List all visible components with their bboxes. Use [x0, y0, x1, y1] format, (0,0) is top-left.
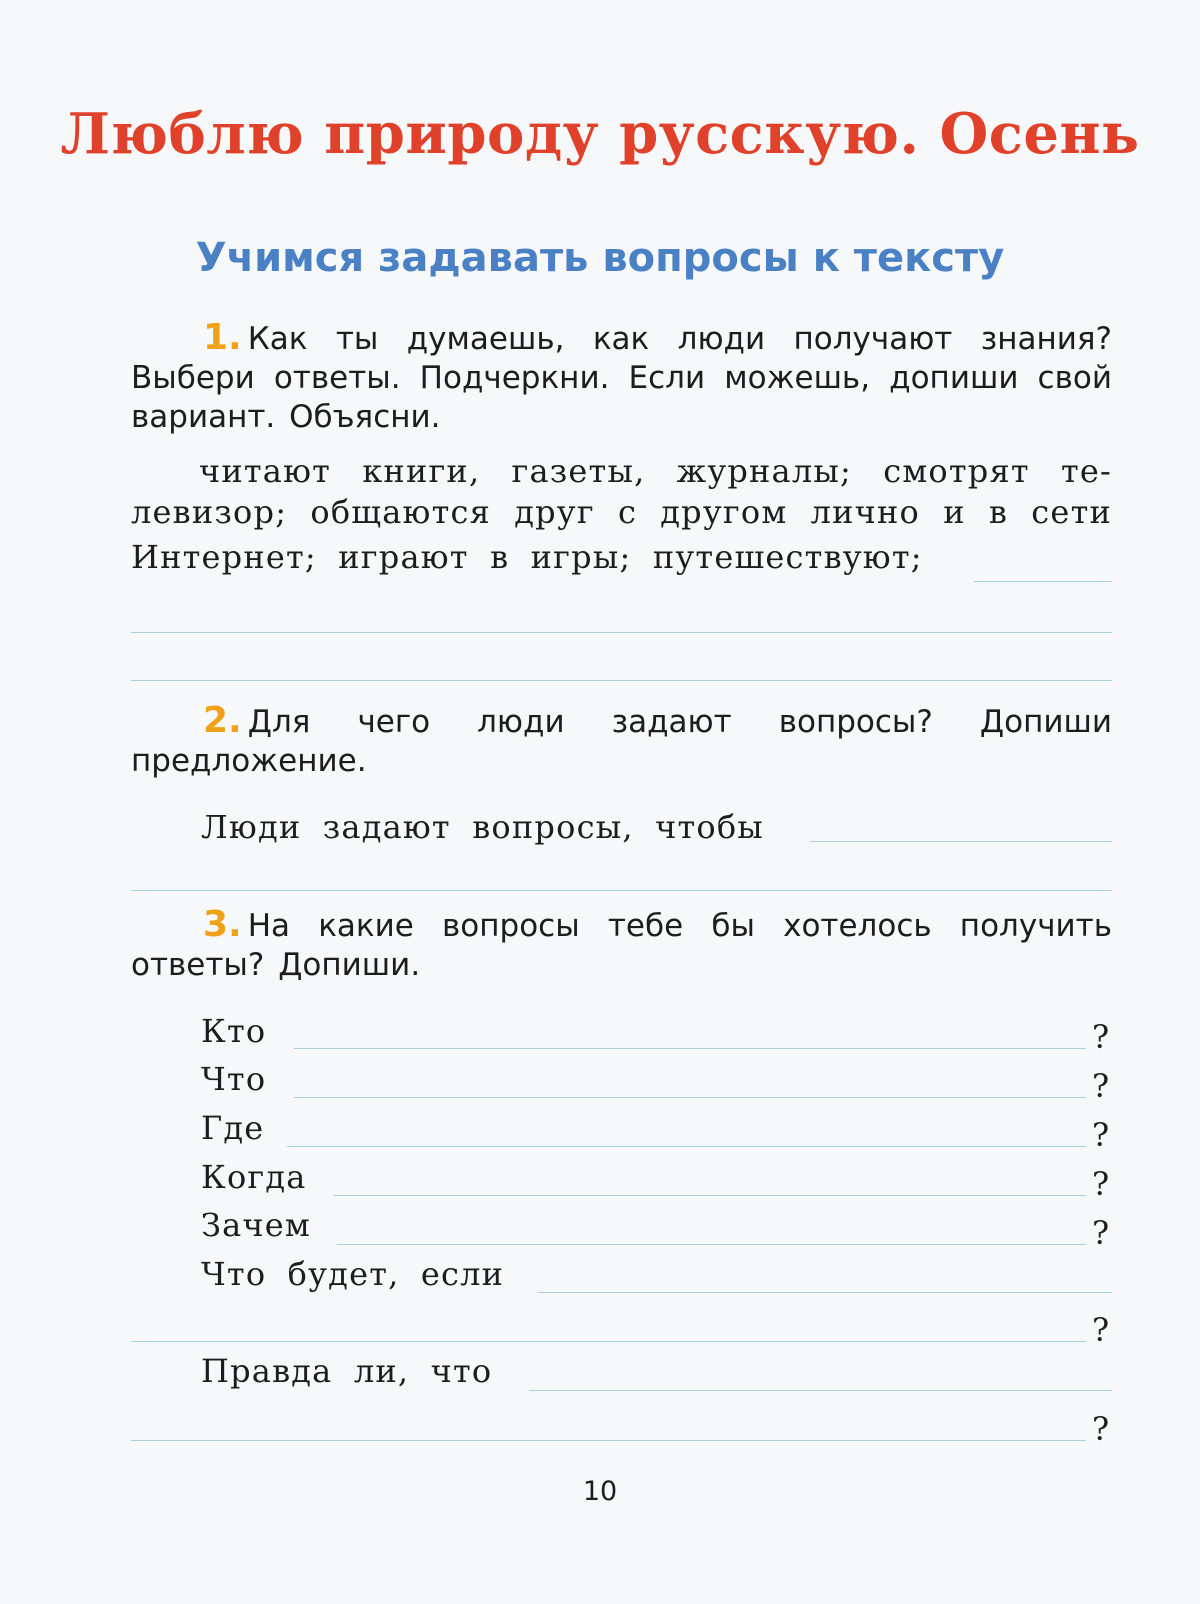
page-number: 10: [582, 1476, 618, 1507]
question-is-it-true-line-1[interactable]: [529, 1390, 1112, 1391]
task-2-answer-line-1[interactable]: [810, 841, 1112, 842]
question-what-if-line-1[interactable]: [538, 1292, 1112, 1293]
question-why-qmark: ?: [1092, 1214, 1110, 1252]
question-where-qmark: ?: [1092, 1116, 1110, 1154]
question-why-line[interactable]: [337, 1244, 1086, 1245]
question-where-line[interactable]: [287, 1146, 1086, 1147]
task-3-number: 3.: [203, 904, 242, 945]
question-is-it-true-qmark: ?: [1092, 1410, 1110, 1448]
question-what-if-label: Что будет, если: [201, 1255, 505, 1293]
question-who-line[interactable]: [294, 1048, 1086, 1049]
task-1-options-line-2: левизор; общаются друг с другом лично и в сети: [131, 493, 1112, 531]
question-what-if-qmark: ?: [1092, 1311, 1110, 1349]
task-1-answer-line-3[interactable]: [131, 680, 1112, 681]
question-what-if-line-2[interactable]: [131, 1341, 1086, 1342]
task-1-options-line-1: читают книги, газеты, журналы; смотрят те-: [199, 452, 1112, 490]
question-is-it-true-label: Правда ли, что: [201, 1352, 493, 1390]
question-what-label: Что: [201, 1060, 267, 1098]
section-subtitle: Учимся задавать вопросы к тексту: [195, 235, 1005, 281]
question-when-line[interactable]: [333, 1195, 1086, 1196]
task-2-number: 2.: [203, 700, 242, 741]
question-what-line[interactable]: [294, 1097, 1086, 1098]
question-who-qmark: ?: [1092, 1018, 1110, 1056]
task-1-instructions: [131, 318, 1112, 437]
task-2-instructions: [131, 701, 1112, 781]
question-when-label: Когда: [201, 1158, 307, 1196]
task-2-answer-line-2[interactable]: [131, 890, 1112, 891]
task-3-instructions: [131, 905, 1112, 985]
task-1-options-line-3: Интернет; играют в игры; путешествуют;: [131, 538, 923, 576]
task-2-text: Для чего люди задают вопросы? Допиши предложение.: [131, 704, 1112, 779]
task-1-answer-line-2[interactable]: [131, 632, 1112, 633]
question-is-it-true-line-2[interactable]: [131, 1440, 1086, 1441]
question-when-qmark: ?: [1092, 1165, 1110, 1203]
task-2-prompt: Люди задают вопросы, чтобы: [201, 808, 764, 846]
page-title: Люблю природу русскую. Осень: [60, 101, 1140, 167]
task-1-text: Как ты думаешь, как люди получают знания? Выбери ответы. Подчеркни. Если можешь, допиши свой вариант. Объясни.: [131, 321, 1112, 435]
task-1-number: 1.: [203, 317, 242, 358]
question-why-label: Зачем: [201, 1206, 311, 1244]
task-3-text: На какие вопросы тебе бы хотелось получить ответы? Допиши.: [131, 908, 1112, 983]
question-who-label: Кто: [201, 1012, 267, 1050]
question-what-qmark: ?: [1092, 1067, 1110, 1105]
question-where-label: Где: [201, 1109, 265, 1147]
task-1-answer-line-1[interactable]: [974, 581, 1112, 582]
